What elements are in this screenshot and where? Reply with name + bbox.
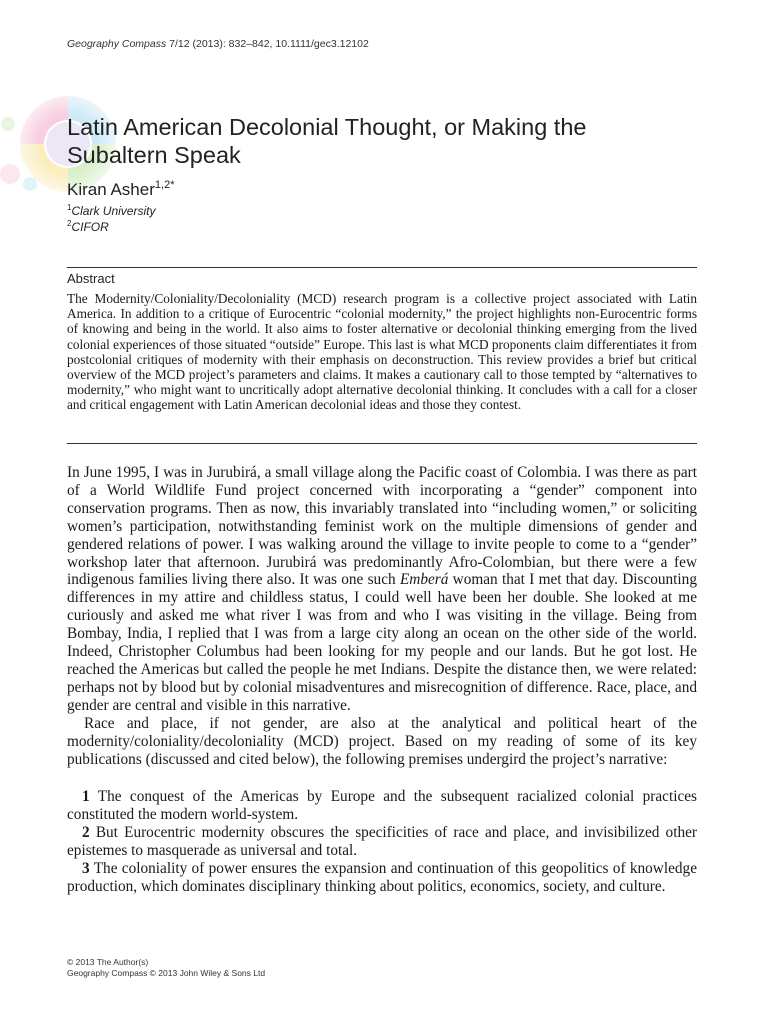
affiliation-1	[67, 203, 155, 218]
corresponding-author-mark: *	[170, 179, 175, 191]
journal-name: Geography Compass	[67, 38, 167, 50]
premise-item-1	[67, 788, 697, 824]
article-title: Latin American Decolonial Thought, or Making the Subaltern Speak	[67, 114, 587, 168]
affiliation-name: Clark University	[71, 204, 156, 218]
affiliation-mark: 1	[67, 203, 72, 212]
premise-item-2	[67, 824, 697, 860]
body-paragraph-2: Race and place, if not gender, are also at the analytical and political heart of the modernity/coloniality/decoloniality (MCD) project. Based on my reading of some of its key publications (discussed and cited below), the following premises undergird the project’s narrative:	[67, 714, 697, 768]
premise-item-3	[67, 860, 697, 896]
copyright-notice	[67, 957, 265, 979]
abstract-bottom-rule	[67, 443, 697, 444]
copyright-line-1: © 2013 The Author(s)	[67, 957, 149, 967]
premise-text: But Eurocentric modernity obscures the specificities of race and place, and invisibilized other epistemes to masquerade as universal and total.	[67, 824, 697, 860]
journal-citation	[67, 38, 369, 50]
author-name-text: Kiran Asher	[67, 180, 155, 199]
affiliation-name: CIFOR	[71, 220, 109, 234]
author-affiliation-marks: 1,2	[154, 179, 171, 191]
abstract-heading: Abstract	[67, 271, 115, 286]
abstract-text: The Modernity/Coloniality/Decoloniality (MCD) research program is a collective project associated with Latin America. In addition to a critique of Eurocentric “colonial modernity,” the project highlights non-Eurocentric forms of knowing and being in the world. It also aims to foster alternative or decolonial thinking emerging from the lived colonial experiences of those situated “outside” Europe. This last is what MCD proponents claim differentiates it from postcolonial critiques of modernity with their emphasis on deconstruction. This review provides a brief but critical overview of the MCD project’s parameters and claims. It makes a cautionary call to those tempted by “alternatives to modernity,” who might want to uncritically adopt alternative decolonial thinking. It concludes with a call for a closer and critical engagement with Latin American decolonial ideas and those they contest.	[67, 291, 697, 413]
premise-number: 1	[82, 788, 90, 806]
premise-text: The coloniality of power ensures the expansion and continuation of this geopolitics of knowledge production, which dominates disciplinary thinking about politics, economics, society, and culture.	[67, 860, 697, 895]
emphasis-text: Emberá	[399, 571, 449, 589]
affiliation-2	[67, 219, 109, 234]
body-paragraph-1	[67, 464, 697, 715]
paragraph-text: In June 1995, I was in Jurubirá, a small village along the Pacific coast of Colombia. I was there as part of a World Wildlife Fund project concerned with incorporating a “gender” component into conservation programs. Then as now, this invariably translated into “including women,” or soliciting women’s participation, notwithstanding feminist work on the multiple dimensions of gender and gendered relations of power. I was walking around the village to invite people to come to a “gender” workshop later that afternoon. Jurubirá was predominantly Afro-Colombian, but there were a few indigenous families living there also. It was one such	[67, 464, 697, 589]
paragraph-text: woman that I met that day. Discounting differences in my attire and childless status, I could well have been her double. She looked at me curiously and asked me what river I was from and who I was visiting in the village. Being from Bombay, India, I replied that I was from a large city along an ocean on the other side of the world. Indeed, Christopher Columbus had been looking for my people and our lands. But he got lost. He reached the Americas but called the people he met Indians. Despite the distance then, we were related: perhaps not by blood but by colonial misadventures and misrecognition of difference. Race, place, and gender are central and visible in this narrative.	[67, 571, 697, 714]
premise-number: 2	[82, 824, 90, 842]
premise-text: The conquest of the Americas by Europe and the subsequent racialized colonial practices constituted the modern world-system.	[67, 788, 697, 824]
affiliation-mark: 2	[67, 219, 72, 228]
citation-details: 7/12 (2013): 832–842, 10.1111/gec3.12102	[169, 38, 369, 50]
article-body	[67, 464, 697, 896]
author-name	[67, 179, 174, 200]
copyright-line-2: Geography Compass © 2013 John Wiley & Sons Ltd	[67, 968, 266, 978]
premise-number: 3	[82, 860, 90, 878]
abstract-top-rule	[67, 267, 697, 268]
premise-list	[67, 788, 697, 895]
